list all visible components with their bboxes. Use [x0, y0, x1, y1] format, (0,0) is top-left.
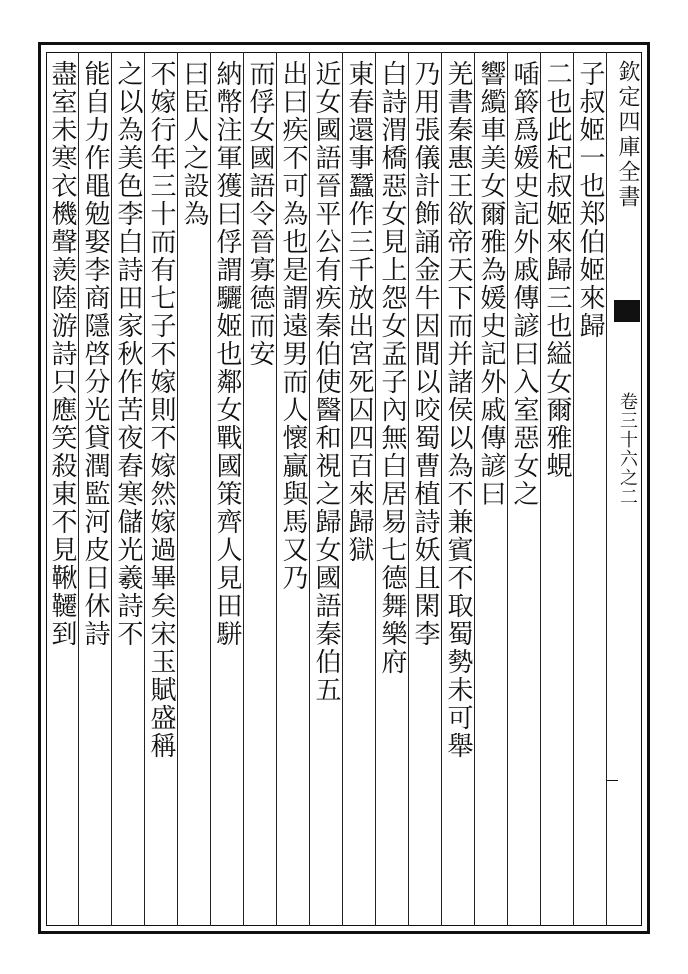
volume-label: 卷三十六之二: [617, 392, 638, 506]
column-rule: [144, 52, 145, 926]
column-rule: [540, 52, 541, 926]
column-rule: [243, 52, 244, 926]
column-rule: [111, 52, 112, 926]
text-column: 羌書秦惠王欲帝天下而并諸侯以為不兼賓不取蜀勢未可舉: [443, 60, 473, 760]
text-column: 白詩渭橋惡女見上怨女孟子內無白居易七德舞樂府: [377, 60, 407, 676]
column-rule: [309, 52, 310, 926]
column-rule: [276, 52, 277, 926]
text-column: 能自力作黽勉娶李商隱啓分光貸潤監河皮日休詩: [80, 60, 110, 648]
text-column: 納幣注軍獲曰俘謂驪姬也鄰女戰國策齊人見田駢: [212, 60, 242, 648]
header-tick: [606, 780, 618, 781]
column-rule: [177, 52, 178, 926]
text-column: 二也此杞叔姬來歸三也縊女爾雅蜆: [542, 60, 572, 480]
fishtail-mark: [614, 300, 640, 322]
text-column: 響䌫車美女爾雅為媛史記外戚傳諺曰: [476, 60, 506, 508]
text-column: 盡室未寒衣機聲羨陸游詩只應笑殺東不見鞦韆到: [47, 60, 77, 648]
column-rule: [210, 52, 211, 926]
column-rule: [573, 52, 574, 926]
column-rule: [408, 52, 409, 926]
text-column: 喢䉁爲媛史記外戚傳諺曰入室惡女之: [509, 60, 539, 508]
text-column: 不嫁行年三十而有七子不嫁則不嫁然嫁過畢矣宋玉賦盛稱: [146, 60, 176, 760]
text-column: 子叔姬一也郑伯姬來歸: [575, 60, 605, 340]
column-rule: [606, 52, 607, 926]
text-column: 出曰疾不可為也是謂遠男而人懷贏與馬又乃: [278, 60, 308, 592]
book-title: 欽定四庫全書: [615, 60, 640, 210]
text-column: 而俘女國語令晉寡德而安: [245, 60, 275, 368]
text-column: 曰臣人之設為: [179, 60, 209, 228]
column-rule: [441, 52, 442, 926]
column-rule: [507, 52, 508, 926]
column-rule: [78, 52, 79, 926]
column-rule: [375, 52, 376, 926]
text-column: 之以為美色李白詩田家秋作苦夜舂寒儲光羲詩不: [113, 60, 143, 648]
text-column: 乃用張儀計飾誦金牛因間以咬蜀曹植詩妖且閑李: [410, 60, 440, 648]
text-column: 近女國語晉平公有疾秦伯使醫和視之歸女國語秦伯五: [311, 60, 341, 704]
column-rule: [474, 52, 475, 926]
text-column: 東春還事蠶作三千放出宮死囚四百來歸獄: [344, 60, 374, 564]
column-rule: [342, 52, 343, 926]
